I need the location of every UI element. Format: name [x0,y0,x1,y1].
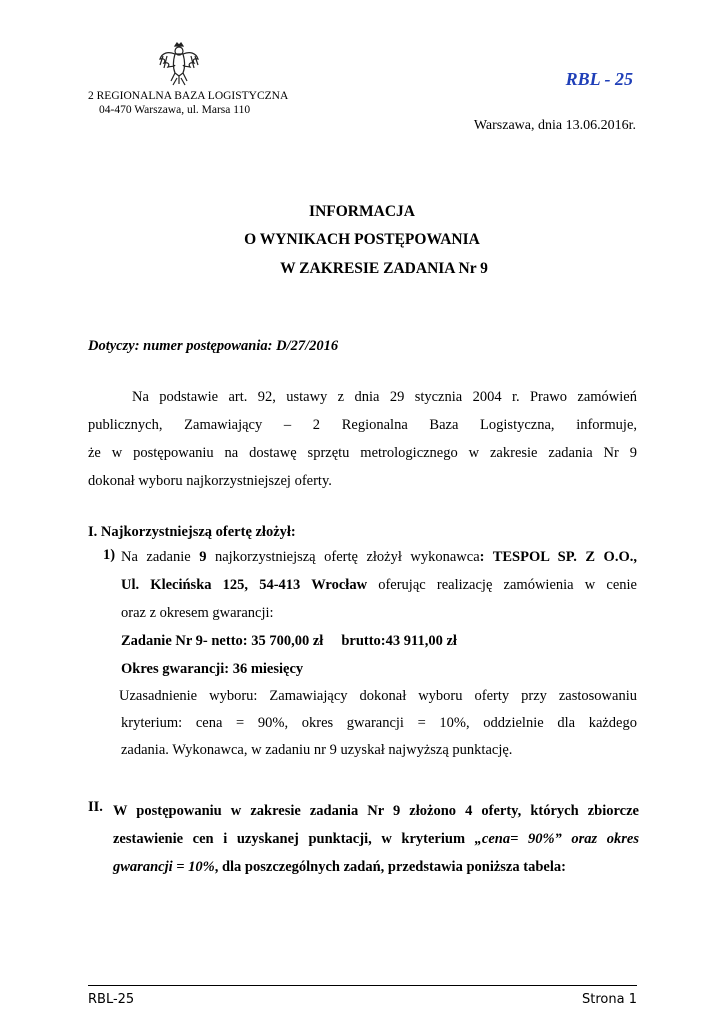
item-line-2 [121,570,637,600]
item-contractor-address: Ul. Klecińska 125, 54-413 Wrocław [121,577,368,593]
intro-line-4: dokonał wyboru najkorzystniejszej oferty. [88,473,332,489]
section-2-number: II. [88,799,103,815]
document-date: Warszawa, dnia 13.06.2016r. [473,118,636,133]
item-line-1 [121,544,637,570]
organization-name: 2 REGIONALNA BAZA LOGISTYCZNA [88,90,289,102]
justification-line-3: zadania. Wykonawca, w zadaniu nr 9 uzyskał najwyższą punktację. [121,742,513,758]
document-title-line-1: INFORMACJA [309,203,415,220]
footer-document-code: RBL-25 [88,992,135,1007]
section-1-heading: I. Najkorzystniejszą ofertę złożył: [88,524,296,540]
intro-line-1: Na podstawie art. 92, ustawy z dnia 29 stycznia 2004 r. Prawo zamówień [132,389,637,405]
section-1-item [121,544,637,682]
section-2-paragraph [113,797,639,881]
item-price-gross: brutto:43 911,00 zł [341,633,457,649]
intro-line-2: publicznych, Zamawiający – 2 Regionalna Baza Logistyczna, informuje, [88,417,637,433]
section-1-item-number: 1) [103,547,116,563]
item-line-1-part-a: Na zadanie [121,549,200,565]
item-price-net: Zadanie Nr 9- netto: 35 700,00 zł [121,633,324,649]
intro-paragraph [88,383,637,495]
footer-page-number: Strona 1 [582,992,637,1007]
justification-line-2: kryterium: cena = 90%, okres gwarancji = 10%, oddzielnie dla każdego [121,715,637,731]
justification-paragraph [119,683,637,764]
subject-line: Dotyczy: numer postępowania: D/27/2016 [88,338,339,354]
item-line-2-part-b: oferując realizację zamówienia w cenie [367,577,637,593]
item-warranty: Okres gwarancji: 36 miesięcy [121,661,304,677]
section-2-line-2 [113,825,639,853]
intro-line-3: że w postępowaniu na dostawę sprzętu metrologicznego w zakresie zadania Nr 9 [88,445,637,461]
section-2-criterion-warranty: gwarancji = 10% [113,859,215,875]
document-title-line-2: O WYNIKACH POSTĘPOWANIA [244,231,480,248]
justification-line-1: Uzasadnienie wyboru: Zamawiający dokonał wyboru oferty przy zastosowaniu [119,688,637,704]
item-line-3: oraz z okresem gwarancji: [121,605,274,621]
item-line-1-part-c: najkorzystniejszą ofertę złożył wykonawca [206,549,480,565]
section-2-criterion-price: „cena= 90%” oraz okres [474,831,639,847]
document-title-line-3: W ZAKRESIE ZADANIA Nr 9 [280,260,488,277]
footer-divider [88,985,637,986]
section-2-line-3-part-b: , dla poszczególnych zadań, przedstawia poniższa tabela: [214,859,566,875]
reference-code: RBL - 25 [565,69,633,89]
organization-address: 04-470 Warszawa, ul. Marsa 110 [99,104,251,116]
section-2-line-1: W postępowaniu w zakresie zadania Nr 9 złożono 4 oferty, których zbiorcze [113,803,639,819]
item-contractor-name: : TESPOL SP. Z O.O., [479,549,637,565]
item-price-line [121,627,637,656]
item-task-number: 9 [199,549,207,565]
section-2-line-3 [113,853,639,881]
polish-eagle-emblem-icon [158,41,200,87]
section-2-line-2-part-a: zestawienie cen i uzyskanej punktacji, w kryterium [113,831,475,847]
